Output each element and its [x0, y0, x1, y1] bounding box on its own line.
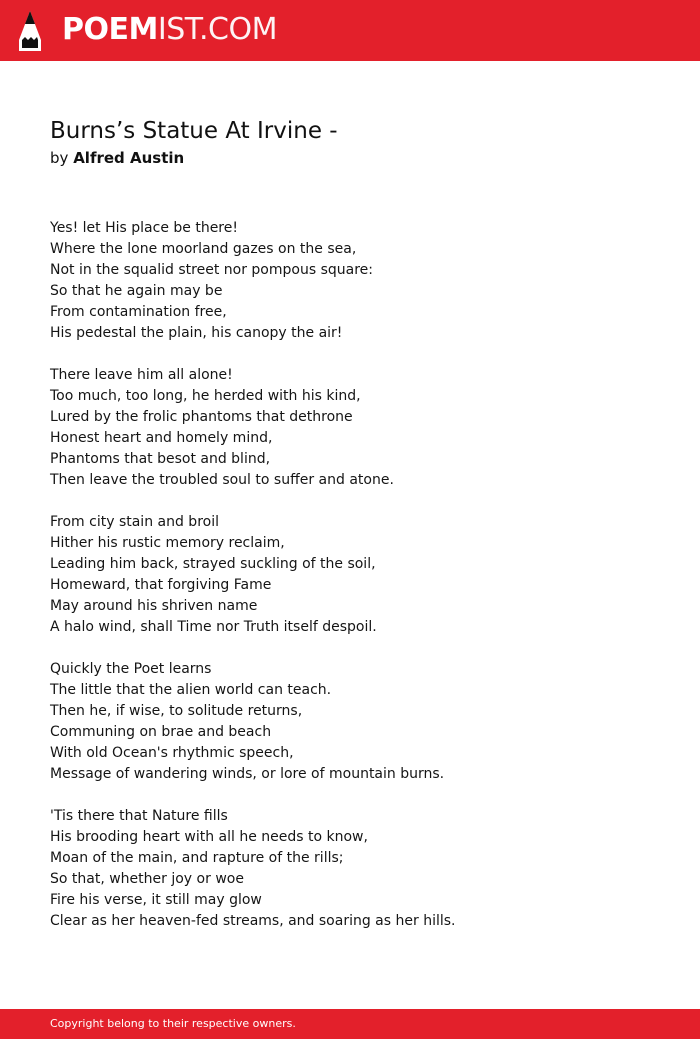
poem-line: Communing on brae and beach [50, 724, 272, 740]
poem-line: Too much, too long, he herded with his kind, [50, 388, 361, 404]
poem-line: Quickly the Poet learns [50, 661, 212, 677]
site-logo[interactable] [62, 13, 277, 47]
poem-line: Then he, if wise, to solitude returns, [50, 703, 303, 719]
poem-line: 'Tis there that Nature fills [50, 808, 228, 824]
poem-line: A halo wind, shall Time nor Truth itself despoil. [50, 619, 377, 635]
copyright-notice: Copyright belong to their respective owners. [50, 1017, 296, 1030]
poem-line: Honest heart and homely mind, [50, 430, 273, 446]
poem-line: So that, whether joy or woe [50, 871, 244, 887]
poem-line: His brooding heart with all he needs to know, [50, 829, 368, 845]
site-footer [0, 1009, 700, 1039]
stanza-4 [50, 659, 650, 785]
author-name: Alfred Austin [73, 149, 185, 167]
poem-line: His pedestal the plain, his canopy the air! [50, 325, 343, 341]
poem-line: Leading him back, strayed suckling of the soil, [50, 556, 376, 572]
site-header [0, 0, 700, 61]
stanza-5 [50, 806, 650, 932]
byline [50, 148, 184, 168]
poem-line: So that he again may be [50, 283, 223, 299]
poem-line: May around his shriven name [50, 598, 258, 614]
poem-line: From contamination free, [50, 304, 227, 320]
poem-line: Fire his verse, it still may glow [50, 892, 262, 908]
poem-line: Not in the squalid street nor pompous square: [50, 262, 373, 278]
poem-line: Phantoms that besot and blind, [50, 451, 271, 467]
poem-line: Then leave the troubled soul to suffer and atone. [50, 472, 394, 488]
poem-line: Homeward, that forgiving Fame [50, 577, 272, 593]
poem-line: There leave him all alone! [50, 367, 233, 383]
poem-title: Burns’s Statue At Irvine - [50, 118, 338, 144]
poem-body [50, 218, 650, 953]
logo-bold-text: POEM [62, 12, 158, 47]
stanza-3 [50, 512, 650, 638]
poem-line: Message of wandering winds, or lore of mountain burns. [50, 766, 445, 782]
poem-line: Yes! let His place be there! [50, 220, 238, 236]
poem-line: The little that the alien world can teach. [50, 682, 332, 698]
poem-line: Moan of the main, and rapture of the rills; [50, 850, 344, 866]
poem-line: With old Ocean's rhythmic speech, [50, 745, 294, 761]
poem-line: Where the lone moorland gazes on the sea, [50, 241, 357, 257]
poem-line: Clear as her heaven-fed streams, and soaring as her hills. [50, 913, 456, 929]
stanza-2 [50, 365, 650, 491]
poem-line: Lured by the frolic phantoms that dethrone [50, 409, 353, 425]
logo-light-text: IST.COM [157, 12, 277, 47]
pen-nib-icon[interactable] [18, 10, 42, 52]
poem-line: From city stain and broil [50, 514, 219, 530]
stanza-1 [50, 218, 650, 344]
poem-line: Hither his rustic memory reclaim, [50, 535, 285, 551]
by-label: by [50, 149, 69, 167]
